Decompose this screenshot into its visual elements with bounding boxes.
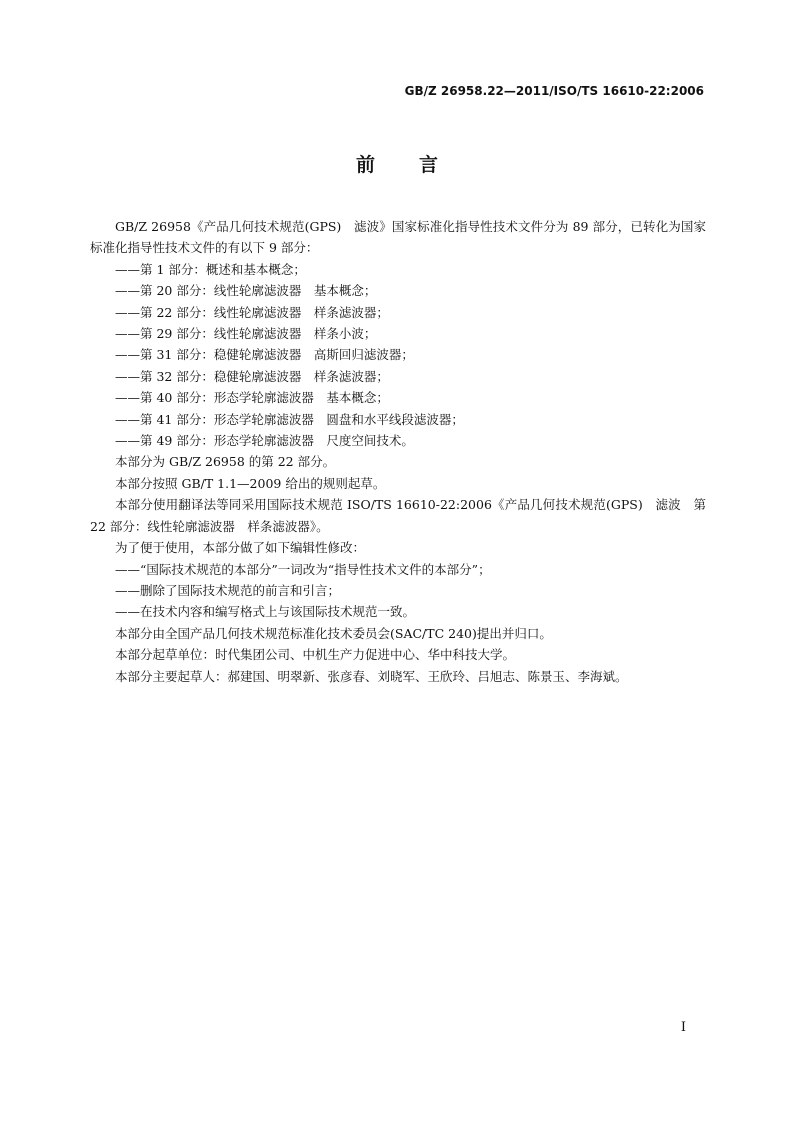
- adoption-statement: 本部分使用翻译法等同采用国际技术规范 ISO/TS 16610-22:2006《产品几何技术规范(GPS) 滤波 第 22 部分：线性轮廓滤波器 样条滤波器》。: [90, 497, 706, 534]
- intro-paragraph: GB/Z 26958《产品几何技术规范(GPS) 滤波》国家标准化指导性技术文件分为 89 部分，已转化为国家标准化指导性技术文件的有以下 9 部分：: [90, 219, 706, 256]
- editorial-change-item: ——删除了国际技术规范的前言和引言；: [115, 582, 341, 598]
- drafters-statement: 本部分主要起草人：郝建国、明翠新、张彦春、刘晓军、王欣玲、吕旭志、陈景玉、李海斌。: [115, 668, 628, 684]
- part-list-item: ——第 20 部分：线性轮廓滤波器 基本概念；: [115, 283, 377, 299]
- part-list-item: ——第 49 部分：形态学轮廓滤波器 尺度空间技术。: [115, 433, 414, 449]
- part-list-item: ——第 40 部分：形态学轮廓滤波器 基本概念；: [115, 390, 389, 406]
- editorial-changes-intro: 为了便于使用，本部分做了如下编辑性修改：: [115, 540, 366, 556]
- part-list-item: ——第 41 部分：形态学轮廓滤波器 圆盘和水平线段滤波器；: [115, 411, 464, 427]
- standard-number-header: GB/Z 26958.22—2011/ISO/TS 16610-22:2006: [404, 84, 704, 98]
- page-title: 前言: [355, 154, 482, 176]
- part-list-item: ——第 31 部分：稳健轮廓滤波器 高斯回归滤波器；: [115, 347, 414, 363]
- part-list-item: ——第 32 部分：稳健轮廓滤波器 样条滤波器；: [115, 368, 389, 384]
- proposer-statement: 本部分由全国产品几何技术规范标准化技术委员会(SAC/TC 240)提出并归口。: [115, 625, 552, 641]
- part-list-item: ——第 29 部分：线性轮廓滤波器 样条小波；: [115, 326, 377, 342]
- editorial-change-item: ——“国际技术规范的本部分”一词改为“指导性技术文件的本部分”；: [115, 561, 491, 577]
- foreword-body: [90, 216, 706, 687]
- drafting-units-statement: 本部分起草单位：时代集团公司、中机生产力促进中心、华中科技大学。: [115, 647, 516, 663]
- page-number: I: [680, 1020, 686, 1035]
- drafting-rules-statement: 本部分按照 GB/T 1.1—2009 给出的规则起草。: [115, 475, 386, 491]
- part-list-item: ——第 22 部分：线性轮廓滤波器 样条滤波器；: [115, 304, 389, 320]
- part-statement: 本部分为 GB/Z 26958 的第 22 部分。: [115, 454, 336, 470]
- part-list-item: ——第 1 部分：概述和基本概念；: [115, 261, 306, 277]
- editorial-change-item: ——在技术内容和编写格式上与该国际技术规范一致。: [115, 604, 416, 620]
